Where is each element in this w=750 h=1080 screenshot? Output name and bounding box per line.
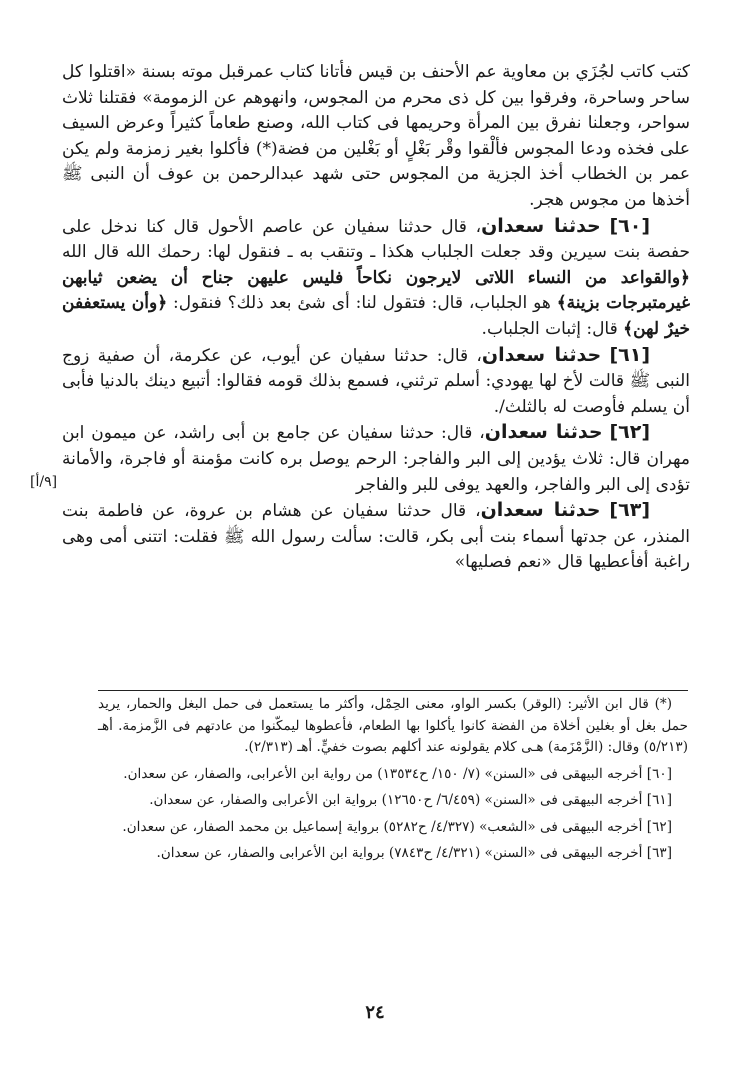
footnote-separator	[98, 690, 688, 691]
footnote-61: [٦١] أخرجه البيهقى فى «السنن» (٦/٤٥٩/ ح١٢٦٥٠) برواية ابن الأعرابى والصفار، عن سعدان.	[149, 792, 672, 808]
entry-text-61: ، قال: حدثنا سفيان عن أيوب، عن عكرمة، أن صفية زوج النبى ﷺ قالت لأخ لها يهودي: أسلم ترثني، فسمع بذلك قومه فقالوا: أتبيع دينك بالدنيا فأبى أن يسلم فأوصت له بالثلث/.	[62, 345, 690, 417]
manuscript-folio-marker: [٩/أ]	[30, 474, 58, 490]
entry-text-63: ، قال حدثنا سفيان عن هشام بن عروة، عن فاطمة بنت المنذر، عن جدتها أسماء بنت أبى بكر، قالت: سألت رسول الله ﷺ فقلت: اتتنى أمى وهى راغبة أفأعطيها قال «نعم فصليها»	[62, 501, 691, 573]
entry-number-60: [٦٠]	[609, 214, 651, 237]
quran-verse-60a: ﴿والقواعد من النساء اللاتى لايرجون نكاحاً فليس عليهن جناح أن يضعن ثيابهن غيرمتبرجات بزينة﴾	[62, 267, 690, 314]
hadith-entry-62	[62, 420, 690, 498]
entry-number-61: [٦١]	[609, 343, 651, 366]
narrator-label-63: حدثنا سعدان	[480, 499, 601, 522]
footnote-63: [٦٣] أخرجه البيهقى فى «السنن» (٤/٣٢١/ ح٧٨٤٣) برواية ابن الأعرابى والصفار، عن سعدان.	[156, 845, 672, 861]
footnote-asterisk: (*) قال ابن الأثير: (الوقر) بكسر الواو، معنى الحِمْل، وأكثر ما يستعمل فى حمل البغل والحمار، يريد حمل بغل أو بغلين أخلاة من الفضة كانوا يأكلوا بها الطعام، فأعطوها ليمكّنوا من عادتهم فى الزَّمزمة. أهـ (٥/٢١٣) وقال: (الزَّمْزَمة) هـى كلام يقولونه عند أكلهم بصوت خفيٍّ. أهـ (٢/٣١٣).	[98, 696, 688, 755]
page-number: ٢٤	[365, 1002, 385, 1023]
entry-text-60a: ، قال حدثنا سفيان عن عاصم الأحول قال كنا ندخل على حفصة بنت سيرين وقد جعلت الجلباب هكذا ـ وتنقب به ـ فنقول لها: رحمك الله قال الله	[62, 216, 690, 263]
hadith-entry-61	[62, 343, 690, 421]
footnote-60: [٦٠] أخرجه البيهقى فى «السنن» (٧/ ١٥٠/ ح١٣٥٣٤) من رواية ابن الأعرابى، والصفار، عن سعدان.	[123, 765, 672, 782]
entry-text-60b: هو الجلباب، قال: فتقول لنا: أى شئ بعد ذلك؟ فنقول:	[167, 293, 557, 314]
entry-number-62: [٦٢]	[609, 421, 651, 444]
entry-number-63: [٦٣]	[609, 499, 650, 522]
hadith-entry-63	[62, 498, 690, 576]
main-text	[62, 60, 690, 576]
narrator-label-61: حدثنا سعدان	[481, 343, 602, 366]
footnotes	[98, 694, 688, 870]
entry-text-60c: قال: إثبات الجلباب.	[481, 318, 624, 339]
narrator-label-62: حدثنا سعدان	[484, 421, 603, 444]
narrator-label-60: حدثنا سعدان	[481, 214, 601, 237]
entry-text-62: ، قال: حدثنا سفيان عن جامع بن أبى راشد، عن ميمون ابن مهران قال: ثلاث يؤدين إلى البر والفاجر: الرحم يوصل بره كانت مؤمنة أو فاجرة، والأمانة تؤدى إلى البر والفاجر، والعهد يوفى للبر والفاجر	[62, 423, 690, 495]
quran-verse-60b: ﴿وأن يستعففن خيرٌ لهن﴾	[62, 293, 690, 339]
paragraph-59-continued: كتب كاتب لجُزَي بن معاوية عم الأحنف بن قيس فأتانا كتاب عمرقبل موته بسنة «اقتلوا كل ساحر وساحرة، وفرقوا بين كل ذى محرم من المجوس، وانهوهم عن الزمومة» فقتلنا ثلاث سواحر، وجعلنا نفرق بين المرأة وحريمها فى كتاب الله، وصنع طعاماً كثيراً وعرض السيف على فخذه ودعا المجوس فألْقوا وقْر بَغْلٍ أو بَغْلين من فضة(*) فأكلوا بغير زمزمة ولم يكن عمر بن الخطاب أخذ الجزية من المجوس حتى شهد عبدالرحمن بن عوف أن النبى ﷺ أخذها من مجوس هجر.	[62, 62, 690, 210]
footnote-62: [٦٢] أخرجه البيهقى فى «الشعب» (٤/٣٢٧/ ح٥٢٨٢) برواية إسماعيل بن محمد الصفار، عن سعدان.	[122, 818, 672, 835]
hadith-entry-60	[62, 214, 690, 343]
